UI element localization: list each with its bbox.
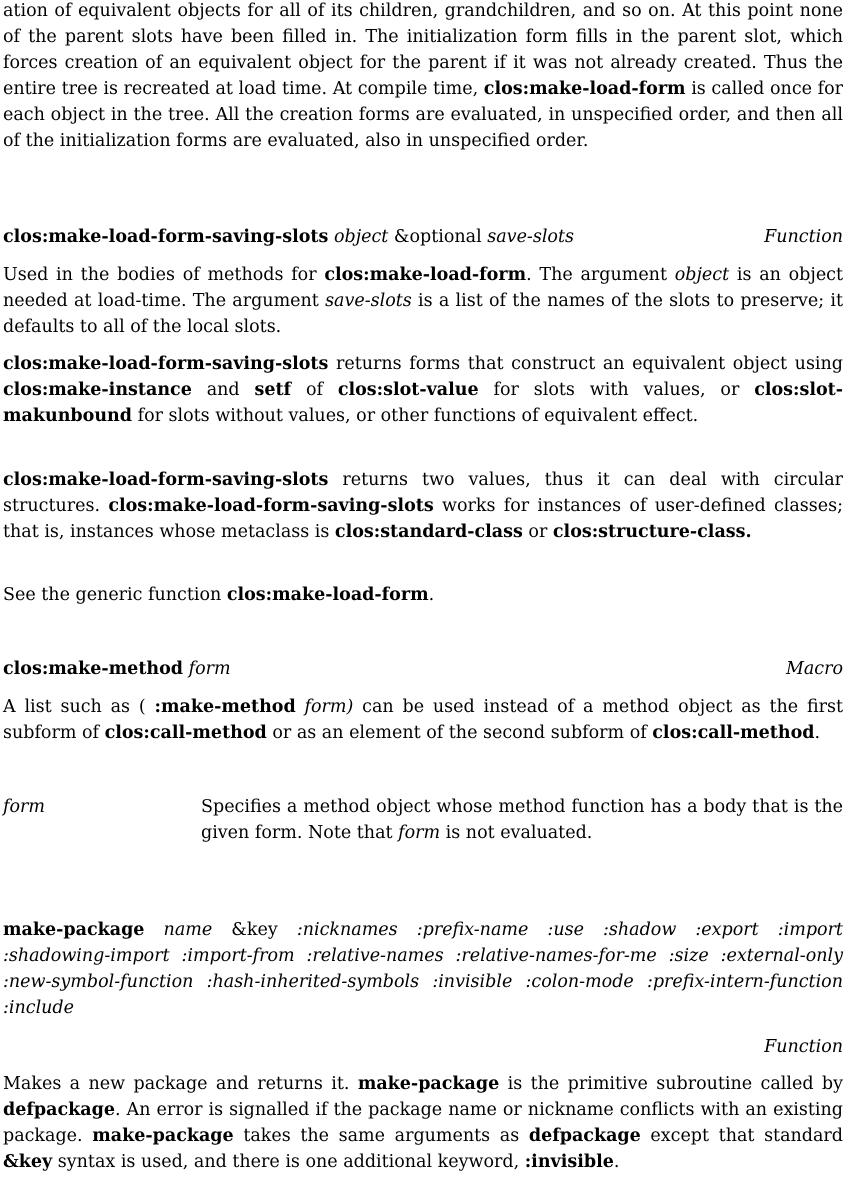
term: clos:structure-class. (552, 522, 752, 542)
text: syntax is used, and there is one additional keyword, (52, 1152, 525, 1172)
term: defpackage (3, 1100, 115, 1120)
intro-text-1: ation of equivalent objects for all of its children, grandchildren, and so on. At this point none of the parent slots have been filled in. The initialization form fills in the parent slot, which forces creation of an equivalent object for the parent if it was not already created. Thus the entire tree is recreated at load time. At compile time, (3, 1, 843, 99)
saving-slots-heading (3, 224, 843, 250)
term: :invisible (524, 1152, 614, 1172)
text: . The argument (526, 265, 675, 285)
saving-slots-kind: Function (764, 227, 843, 247)
saving-slots-paragraph-4 (3, 582, 843, 608)
term: setf (254, 380, 292, 400)
term: clos:make-load-form (324, 265, 527, 285)
make-method-paragraph-1 (3, 694, 843, 746)
text: or as an element of the second subform of (266, 723, 653, 743)
intro-text-2: is called once for each object in the tree. All the creation forms are evaluated, in unspecified order, and then all of the initialization forms are evaluated, also in unspecified order. (3, 79, 843, 151)
term: :make-method (154, 697, 296, 717)
term: make-package (357, 1074, 500, 1094)
text: is an object needed at load-time. The argument (3, 265, 844, 311)
arg-ref: form (398, 823, 441, 843)
text: of (291, 380, 338, 400)
arg-table-name: form (3, 797, 45, 817)
make-method-kind: Macro (785, 659, 843, 679)
text: . (613, 1152, 620, 1172)
make-package-key: &key (231, 920, 278, 940)
make-package-paragraph-1 (3, 1071, 843, 1175)
text: . An error is signalled if the package name or nickname conflicts with an existing package. (3, 1100, 843, 1146)
make-package-keywords: :nicknames :prefix-name :use :shadow :export :import :shadowing-import :import-from :relative-names :relative-names-for-me :size :external-only :new-symbol-function :hash-inherited-symbols :invisible :colon-mode :prefix-intern-function :include (3, 920, 843, 1018)
term: clos:make-load-form-saving-slots (3, 470, 329, 490)
saving-slots-arg-object: object (333, 227, 389, 247)
term: clos:call-method (104, 723, 267, 743)
saving-slots-name: clos:make-load-form-saving-slots (3, 227, 329, 247)
text: and (191, 380, 255, 400)
term: &key (3, 1152, 53, 1172)
text: A list such as ( (3, 697, 155, 717)
make-package-kind: Function (764, 1037, 843, 1057)
term: clos:call-method (652, 723, 815, 743)
text: or (522, 522, 553, 542)
text: Specifies a method object whose method function has a body that is the given form. Note that (201, 797, 843, 843)
saving-slots-paragraph-3 (3, 467, 843, 545)
text: works for instances of user-defined classes; that is, instances whose metaclass is (3, 496, 843, 542)
arg-table-description (201, 794, 843, 846)
saving-slots-paragraph-1 (3, 262, 843, 340)
make-method-arg-table (3, 794, 843, 846)
make-package-arg-name: name (163, 920, 213, 940)
make-method-name: clos:make-method (3, 659, 184, 679)
term: defpackage (528, 1126, 641, 1146)
make-method-arg-form: form (188, 659, 231, 679)
text: . (428, 585, 435, 605)
saving-slots-optional: &optional (393, 227, 482, 247)
text: Used in the bodies of methods for (3, 265, 325, 285)
text: . (814, 723, 821, 743)
text: takes the same arguments as (233, 1126, 529, 1146)
term: clos:make-load-form-saving-slots (108, 496, 434, 516)
text (296, 697, 305, 717)
arg-ref: object (674, 265, 730, 285)
saving-slots-paragraph-2 (3, 351, 843, 429)
intro-term-make-load-form: clos:make-load-form (483, 79, 686, 99)
text: for slots without values, or other functions of equivalent effect. (132, 406, 699, 426)
text: is not evaluated. (440, 823, 593, 843)
make-package-signature (3, 917, 843, 1021)
arg-ref: save-slots (325, 291, 412, 311)
term: clos:slot-makunbound (3, 380, 844, 426)
text: returns forms that construct an equivalent object using (328, 354, 843, 374)
text: except that standard (640, 1126, 843, 1146)
make-package-name: make-package (3, 920, 145, 940)
term: clos:make-load-form-saving-slots (3, 354, 329, 374)
make-method-signature (3, 656, 786, 682)
text: for slots with values, or (478, 380, 755, 400)
text: is a list of the names of the slots to preserve; it defaults to all of the local slots. (3, 291, 843, 337)
saving-slots-signature (3, 224, 764, 250)
arg-ref: form) (304, 697, 354, 717)
text: See the generic function (3, 585, 227, 605)
intro-paragraph (3, 0, 843, 154)
text: returns two values, thus it can deal with circular structures. (3, 470, 843, 516)
term: clos:make-load-form (226, 585, 429, 605)
term: clos:slot-value (337, 380, 479, 400)
text: can be used instead of a method object as the first subform of (3, 697, 843, 743)
term: clos:make-instance (3, 380, 192, 400)
saving-slots-arg-save-slots: save-slots (487, 227, 574, 247)
term: clos:standard-class (334, 522, 523, 542)
text: Makes a new package and returns it. (3, 1074, 358, 1094)
make-method-heading (3, 656, 843, 682)
text: is the primitive subroutine called by (499, 1074, 843, 1094)
term: make-package (92, 1126, 234, 1146)
